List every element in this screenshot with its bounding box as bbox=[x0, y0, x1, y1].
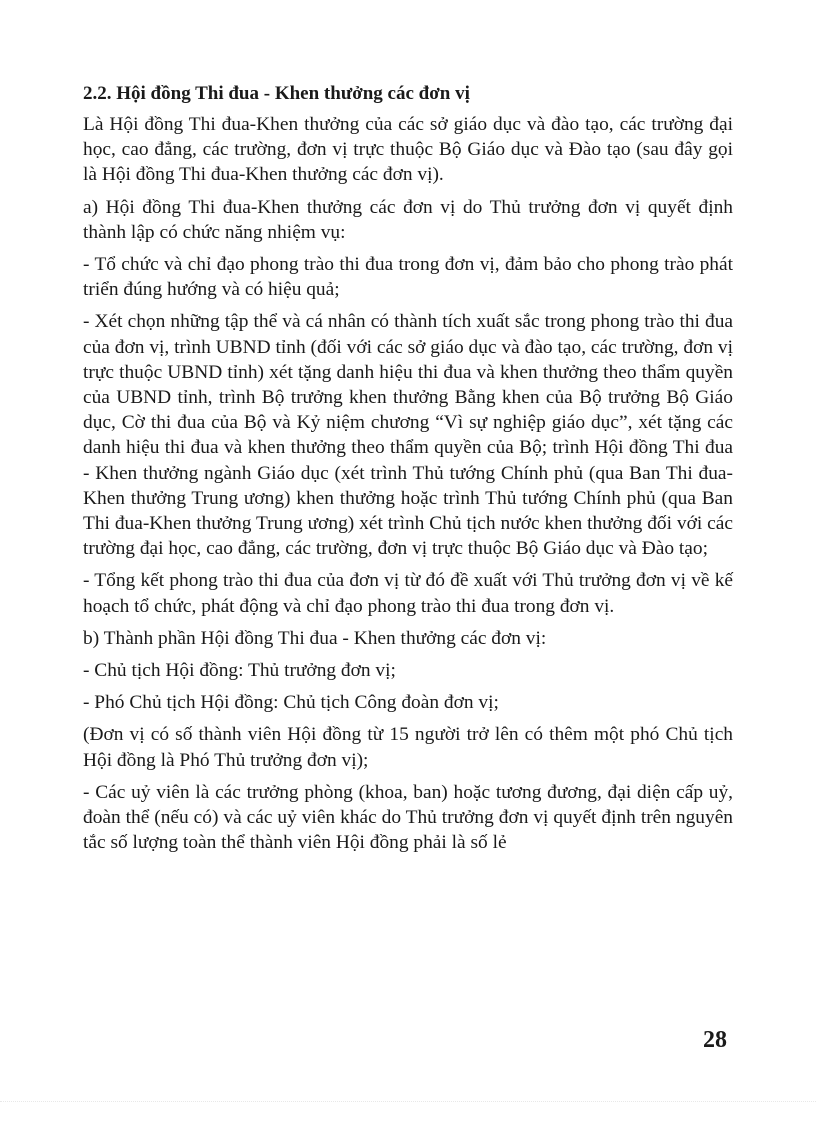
section-heading: 2.2. Hội đồng Thi đua - Khen thưởng các đơn vị bbox=[83, 83, 470, 104]
paragraph-b-item-1: - Chủ tịch Hội đồng: Thủ trưởng đơn vị; bbox=[83, 660, 396, 682]
paragraph-b-item-2: - Phó Chủ tịch Hội đồng: Chủ tịch Công đoàn đơn vị; bbox=[83, 692, 499, 714]
paragraph-b-note: (Đơn vị có số thành viên Hội đồng từ 15 người trở lên có thêm một phó Chủ tịch Hội đồng là Phó Thủ trưởng đơn vị); bbox=[83, 724, 733, 771]
document-body bbox=[83, 82, 733, 862]
page-divider bbox=[0, 1101, 816, 1102]
paragraph-b: b) Thành phần Hội đồng Thi đua - Khen thưởng các đơn vị: bbox=[83, 627, 547, 649]
paragraph-b-item-3: - Các uỷ viên là các trưởng phòng (khoa, ban) hoặc tương đương, đại diện cấp uỷ, đoàn thể (nếu có) và các uỷ viên khác do Thủ trưởng đơn vị quyết định trên nguyên tắc số lượng toàn thể thành viên Hội đồng phải là số lẻ bbox=[83, 781, 733, 854]
paragraph-a-item-2: - Xét chọn những tập thể và cá nhân có thành tích xuất sắc trong phong trào thi đua của đơn vị, trình UBND tỉnh (đối với các sở giáo dục và đào tạo, các trường, đơn vị trực thuộc UBND tỉnh) xét tặng danh hiệu thi đua và khen thưởng theo thẩm quyền của UBND tỉnh, trình Bộ trưởng khen thưởng Bằng khen của Bộ trưởng Bộ Giáo dục, Cờ thi đua của Bộ và Kỷ niệm chương “Vì sự nghiệp giáo dục”, xét tặng các danh hiệu thi đua và khen thưởng theo thẩm quyền của Bộ; trình Hội đồng Thi đua - Khen thưởng ngành Giáo dục (xét trình Thủ tướng Chính phủ (qua Ban Thi đua-Khen thưởng Trung ương) khen thưởng hoặc trình Thủ tướng Chính phủ (qua Ban Thi đua-Khen thưởng Trung ương) xét trình Chủ tịch nước khen thưởng đối với các trường đại học, cao đẳng, các trường, đơn vị trực thuộc Bộ Giáo dục và Đào tạo; bbox=[83, 311, 733, 560]
paragraph-intro: Là Hội đồng Thi đua-Khen thưởng của các sở giáo dục và đào tạo, các trường đại học, cao đẳng, các trường, đơn vị trực thuộc Bộ Giáo dục và Đào tạo (sau đây gọi là Hội đồng Thi đua-Khen thưởng các đơn vị). bbox=[83, 114, 733, 186]
paragraph-a: a) Hội đồng Thi đua-Khen thưởng các đơn vị do Thủ trưởng đơn vị quyết định thành lập có chức năng nhiệm vụ: bbox=[83, 196, 733, 243]
page-number: 28 bbox=[703, 1027, 727, 1053]
paragraph-a-item-1: - Tổ chức và chỉ đạo phong trào thi đua trong đơn vị, đảm bảo cho phong trào phát triển đúng hướng và có hiệu quả; bbox=[83, 254, 733, 301]
paragraph-a-item-3: - Tổng kết phong trào thi đua của đơn vị từ đó đề xuất với Thủ trưởng đơn vị về kế hoạch tổ chức, phát động và chỉ đạo phong trào thi đua trong đơn vị. bbox=[83, 570, 733, 617]
